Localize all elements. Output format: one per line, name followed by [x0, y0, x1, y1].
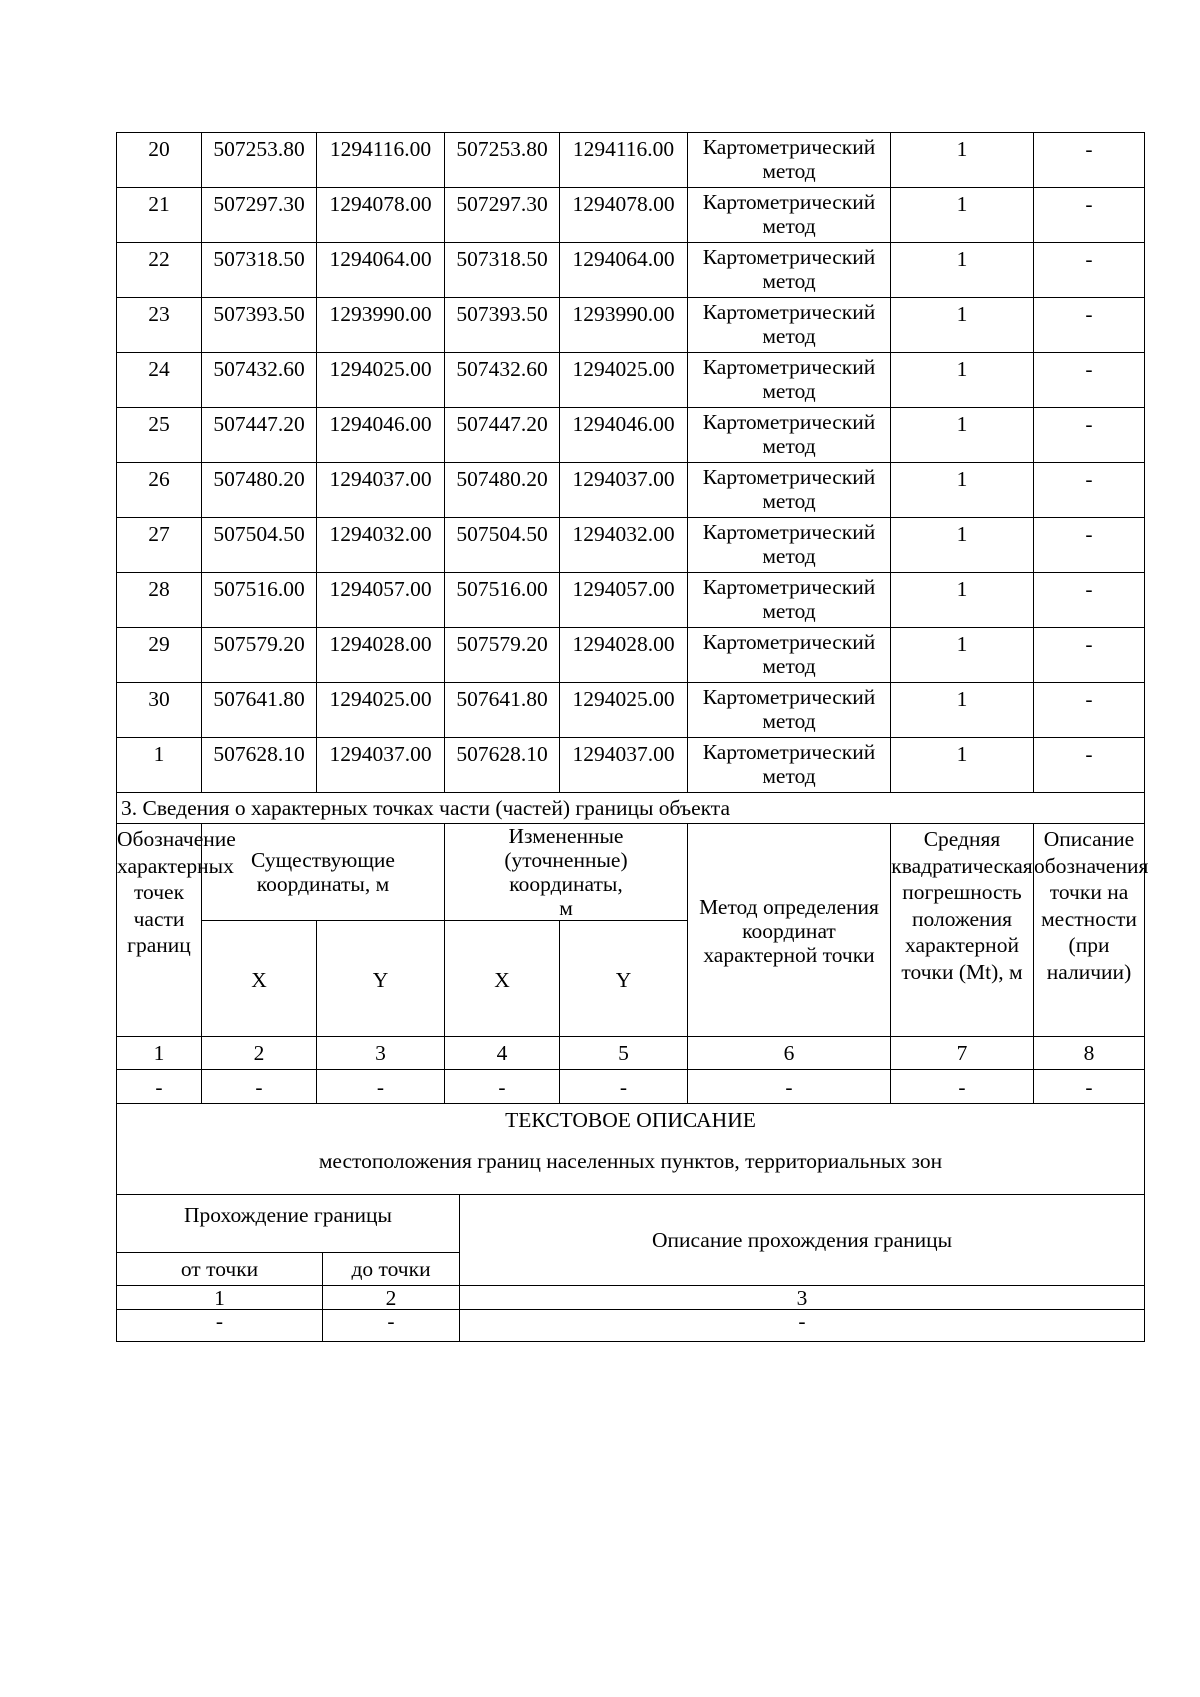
y-changed-cell: 1294025.00: [560, 683, 688, 738]
method-cell: Картометрический метод: [688, 408, 891, 463]
index-cell: 2: [202, 1037, 317, 1070]
index-cell: 8: [1034, 1037, 1145, 1070]
header-changed-coordinates: Измененные (уточненные) координаты, м: [445, 824, 688, 921]
y-changed-cell: 1294037.00: [560, 738, 688, 793]
error-mt-cell: 1: [891, 518, 1034, 573]
error-mt-cell: 1: [891, 628, 1034, 683]
y-changed-cell: 1294037.00: [560, 463, 688, 518]
text-description-block: [117, 1104, 1145, 1195]
point-description-cell: -: [1034, 738, 1145, 793]
y-changed-cell: 1293990.00: [560, 298, 688, 353]
x-existing-cell: 507480.20: [202, 463, 317, 518]
x-existing-cell: 507504.50: [202, 518, 317, 573]
table-row: [117, 353, 1145, 408]
header-existing-coordinates: Существующие координаты, м: [202, 824, 445, 921]
passage-header-row-1: [117, 1195, 1145, 1253]
table-row: [117, 683, 1145, 738]
empty-cell: -: [560, 1070, 688, 1104]
empty-cell: -: [445, 1070, 560, 1104]
y-existing-cell: 1294037.00: [317, 738, 445, 793]
index-cell: 1: [117, 1037, 202, 1070]
section3-header-row-1: [117, 824, 1145, 921]
header-to-point: до точки: [323, 1253, 460, 1286]
method-cell: Картометрический метод: [688, 738, 891, 793]
x-changed-cell: 507393.50: [445, 298, 560, 353]
index-cell: 5: [560, 1037, 688, 1070]
point-number-cell: 24: [117, 353, 202, 408]
method-cell: Картометрический метод: [688, 518, 891, 573]
error-mt-cell: 1: [891, 353, 1034, 408]
method-cell: Картометрический метод: [688, 463, 891, 518]
table-row: [117, 243, 1145, 298]
y-existing-cell: 1294037.00: [317, 463, 445, 518]
error-mt-cell: 1: [891, 243, 1034, 298]
x-changed-cell: 507516.00: [445, 573, 560, 628]
error-mt-cell: 1: [891, 298, 1034, 353]
x-changed-cell: 507297.30: [445, 188, 560, 243]
method-cell: Картометрический метод: [688, 133, 891, 188]
section3-empty-row: [117, 1070, 1145, 1104]
y-existing-cell: 1293990.00: [317, 298, 445, 353]
y-existing-cell: 1294046.00: [317, 408, 445, 463]
passage-table: [116, 1194, 1145, 1342]
empty-cell: -: [1034, 1070, 1145, 1104]
error-mt-cell: 1: [891, 408, 1034, 463]
y-changed-cell: 1294064.00: [560, 243, 688, 298]
empty-cell: -: [688, 1070, 891, 1104]
x-changed-cell: 507579.20: [445, 628, 560, 683]
point-description-cell: -: [1034, 463, 1145, 518]
point-description-cell: -: [1034, 573, 1145, 628]
point-number-cell: 22: [117, 243, 202, 298]
header-x-existing: X: [202, 921, 317, 1037]
index-cell: 1: [117, 1286, 323, 1310]
header-designation: Обозначение характерных точек части границ: [117, 824, 202, 1037]
passage-index-row: [117, 1286, 1145, 1310]
header-description: Описание обозначения точки на местности (при наличии): [1034, 824, 1145, 1037]
point-number-cell: 27: [117, 518, 202, 573]
x-changed-cell: 507447.20: [445, 408, 560, 463]
x-changed-cell: 507253.80: [445, 133, 560, 188]
y-existing-cell: 1294078.00: [317, 188, 445, 243]
index-cell: 3: [317, 1037, 445, 1070]
point-description-cell: -: [1034, 628, 1145, 683]
x-existing-cell: 507297.30: [202, 188, 317, 243]
table-row: [117, 628, 1145, 683]
x-changed-cell: 507318.50: [445, 243, 560, 298]
y-changed-cell: 1294025.00: [560, 353, 688, 408]
y-existing-cell: 1294064.00: [317, 243, 445, 298]
empty-cell: -: [117, 1310, 323, 1342]
x-existing-cell: 507579.20: [202, 628, 317, 683]
point-number-cell: 21: [117, 188, 202, 243]
header-from-point: от точки: [117, 1253, 323, 1286]
section3-title-row: [117, 793, 1145, 824]
points-table: [116, 132, 1149, 1195]
error-mt-cell: 1: [891, 133, 1034, 188]
x-existing-cell: 507516.00: [202, 573, 317, 628]
x-changed-cell: 507504.50: [445, 518, 560, 573]
point-description-cell: -: [1034, 683, 1145, 738]
x-existing-cell: 507253.80: [202, 133, 317, 188]
table-row: [117, 408, 1145, 463]
error-mt-cell: 1: [891, 573, 1034, 628]
method-cell: Картометрический метод: [688, 353, 891, 408]
method-cell: Картометрический метод: [688, 298, 891, 353]
table-row: [117, 133, 1145, 188]
header-y-existing: Y: [317, 921, 445, 1037]
x-existing-cell: 507641.80: [202, 683, 317, 738]
method-cell: Картометрический метод: [688, 243, 891, 298]
y-changed-cell: 1294057.00: [560, 573, 688, 628]
text-description-subtitle: местоположения границ населенных пунктов, территориальных зон: [318, 1149, 943, 1173]
table-row: [117, 463, 1145, 518]
empty-cell: -: [317, 1070, 445, 1104]
point-number-cell: 25: [117, 408, 202, 463]
point-description-cell: -: [1034, 243, 1145, 298]
empty-cell: -: [202, 1070, 317, 1104]
header-passage-description: Описание прохождения границы: [460, 1195, 1145, 1286]
x-changed-cell: 507480.20: [445, 463, 560, 518]
point-number-cell: 28: [117, 573, 202, 628]
y-existing-cell: 1294032.00: [317, 518, 445, 573]
point-description-cell: -: [1034, 408, 1145, 463]
header-method: Метод определения координат характерной точки: [688, 824, 891, 1037]
error-mt-cell: 1: [891, 463, 1034, 518]
y-existing-cell: 1294025.00: [317, 353, 445, 408]
section3-title: 3. Сведения о характерных точках части (частей) границы объекта: [117, 793, 1145, 824]
y-changed-cell: 1294078.00: [560, 188, 688, 243]
empty-cell: -: [117, 1070, 202, 1104]
x-existing-cell: 507628.10: [202, 738, 317, 793]
table-row: [117, 573, 1145, 628]
point-number-cell: 23: [117, 298, 202, 353]
point-description-cell: -: [1034, 518, 1145, 573]
table-row: [117, 298, 1145, 353]
point-number-cell: 1: [117, 738, 202, 793]
point-description-cell: -: [1034, 188, 1145, 243]
point-description-cell: -: [1034, 133, 1145, 188]
method-cell: Картометрический метод: [688, 683, 891, 738]
text-description-title: ТЕКСТОВОЕ ОПИСАНИЕ: [505, 1108, 756, 1132]
error-mt-cell: 1: [891, 683, 1034, 738]
index-cell: 3: [460, 1286, 1145, 1310]
y-existing-cell: 1294028.00: [317, 628, 445, 683]
table-row: [117, 738, 1145, 793]
section3-index-row: [117, 1037, 1145, 1070]
index-cell: 4: [445, 1037, 560, 1070]
point-number-cell: 20: [117, 133, 202, 188]
y-changed-cell: 1294032.00: [560, 518, 688, 573]
empty-cell: -: [891, 1070, 1034, 1104]
table-row: [117, 518, 1145, 573]
point-number-cell: 30: [117, 683, 202, 738]
x-existing-cell: 507393.50: [202, 298, 317, 353]
error-mt-cell: 1: [891, 738, 1034, 793]
method-cell: Картометрический метод: [688, 628, 891, 683]
header-boundary-passage: Прохождение границы: [117, 1195, 460, 1253]
point-number-cell: 26: [117, 463, 202, 518]
point-description-cell: -: [1034, 353, 1145, 408]
header-x-changed: X: [445, 921, 560, 1037]
x-existing-cell: 507447.20: [202, 408, 317, 463]
index-cell: 2: [323, 1286, 460, 1310]
method-cell: Картометрический метод: [688, 573, 891, 628]
index-cell: 7: [891, 1037, 1034, 1070]
point-description-cell: -: [1034, 298, 1145, 353]
point-number-cell: 29: [117, 628, 202, 683]
y-changed-cell: 1294116.00: [560, 133, 688, 188]
x-existing-cell: 507432.60: [202, 353, 317, 408]
index-cell: 6: [688, 1037, 891, 1070]
text-description-row: [117, 1104, 1145, 1195]
points-table-body: [117, 133, 1145, 793]
empty-cell: -: [460, 1310, 1145, 1342]
header-error: Средняя квадратическая погрешность положения характерной точки (Mt), м: [891, 824, 1034, 1037]
y-existing-cell: 1294116.00: [317, 133, 445, 188]
empty-cell: -: [323, 1310, 460, 1342]
error-mt-cell: 1: [891, 188, 1034, 243]
document-sheet: [116, 132, 1149, 1342]
x-changed-cell: 507641.80: [445, 683, 560, 738]
method-cell: Картометрический метод: [688, 188, 891, 243]
y-existing-cell: 1294025.00: [317, 683, 445, 738]
x-changed-cell: 507628.10: [445, 738, 560, 793]
y-existing-cell: 1294057.00: [317, 573, 445, 628]
x-changed-cell: 507432.60: [445, 353, 560, 408]
y-changed-cell: 1294046.00: [560, 408, 688, 463]
table-row: [117, 188, 1145, 243]
x-existing-cell: 507318.50: [202, 243, 317, 298]
header-y-changed: Y: [560, 921, 688, 1037]
y-changed-cell: 1294028.00: [560, 628, 688, 683]
passage-empty-row: [117, 1310, 1145, 1342]
